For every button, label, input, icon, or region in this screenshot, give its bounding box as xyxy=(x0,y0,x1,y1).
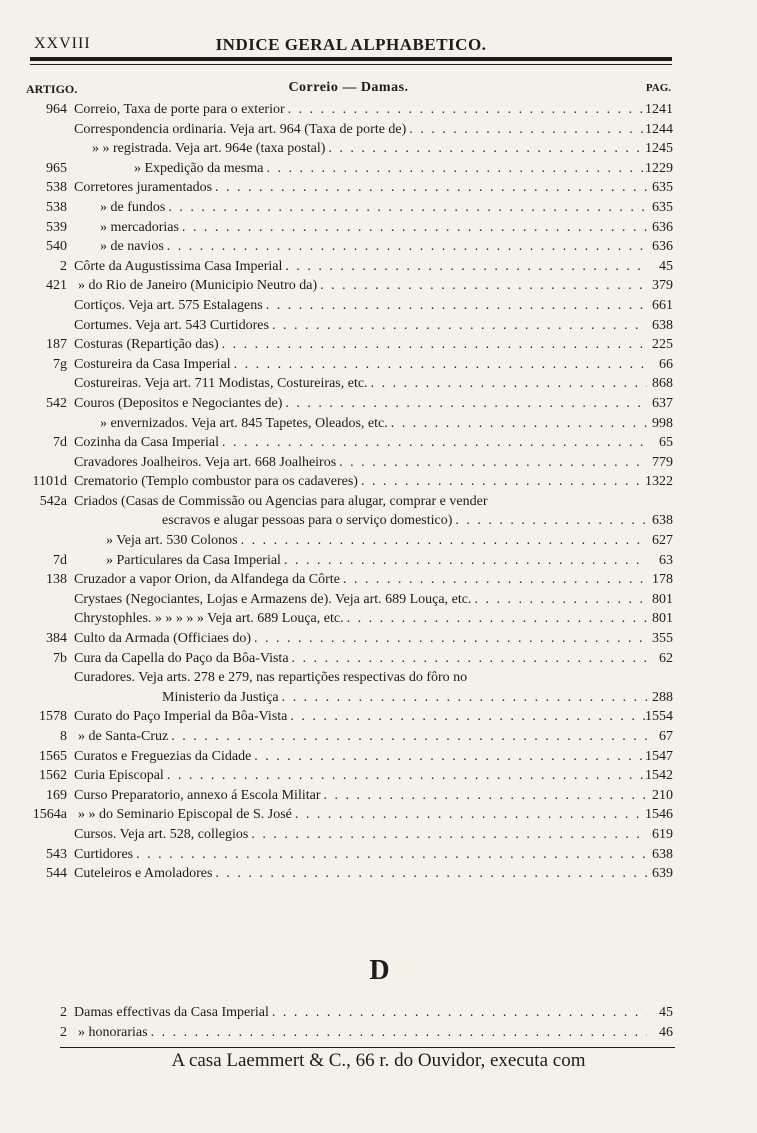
dot-leader xyxy=(292,649,647,668)
entry-page: 1542 xyxy=(645,768,673,784)
entry-article: 1101d xyxy=(32,474,67,490)
entry-body xyxy=(74,707,647,727)
entry-article: 2 xyxy=(60,258,67,274)
entry-page: 661 xyxy=(652,297,673,313)
entry-body xyxy=(74,257,647,277)
entry-article: 964 xyxy=(46,102,67,117)
entry-text-continued: Ministerio da Justiça xyxy=(162,689,279,705)
entry-article: 7d xyxy=(53,552,67,568)
index-entry xyxy=(0,198,757,218)
column-pag: PAG. xyxy=(645,82,671,94)
index-entry xyxy=(0,864,757,884)
entry-text: Curato do Paço Imperial da Bôa-Vista xyxy=(74,709,288,725)
entry-article: 1562 xyxy=(39,768,67,784)
page-title: INDICE GERAL ALPHABETICO. xyxy=(215,35,487,54)
entry-article: 187 xyxy=(46,337,67,353)
entry-text: Curso Preparatorio, annexo á Escola Militar xyxy=(74,787,321,803)
dot-leader xyxy=(455,511,647,530)
index-entry xyxy=(0,629,757,649)
entry-body xyxy=(74,453,647,473)
entry-text: Chrystophles. » » » » » Veja art. 689 Louça, etc. xyxy=(74,611,344,627)
entry-page: 355 xyxy=(652,631,673,647)
index-entry xyxy=(0,257,757,277)
entry-article: 2 xyxy=(60,1024,67,1040)
entry-text: Cura da Capella do Paço da Bôa-Vista xyxy=(74,650,289,666)
column-range: Correio — Damas. xyxy=(288,80,409,95)
section-letter: D xyxy=(369,955,388,986)
entry-text: » de fundos xyxy=(100,199,166,215)
entry-text: Culto da Armada (Officiaes do) xyxy=(74,631,252,647)
dot-leader xyxy=(182,218,647,237)
entry-body xyxy=(74,237,647,257)
dot-leader xyxy=(272,316,647,335)
index-entry xyxy=(0,237,757,257)
index-entry xyxy=(0,531,757,551)
entry-text: » do Rio de Janeiro (Municipio Neutro da) xyxy=(78,278,318,294)
entry-body xyxy=(74,531,647,551)
index-entry xyxy=(0,668,757,707)
entry-article: 538 xyxy=(46,180,67,196)
index-entry xyxy=(0,335,757,355)
index-entry xyxy=(0,707,757,727)
entry-page: 1241 xyxy=(645,102,673,117)
entry-body xyxy=(74,1023,647,1043)
entry-text: Curadores. Veja arts. 278 e 279, nas repartições respectivas do fôro no xyxy=(74,670,468,686)
entry-body xyxy=(74,355,647,375)
index-entry xyxy=(0,845,757,865)
footer-advert: A casa Laemmert & C., 66 r. do Ouvidor, executa com xyxy=(171,1050,586,1071)
entry-text: » envernizados. Veja art. 845 Tapetes, Oleados, etc. xyxy=(100,415,388,431)
dot-leader xyxy=(222,335,647,354)
entry-page: 636 xyxy=(652,239,673,255)
index-entry xyxy=(0,492,757,531)
entry-body xyxy=(74,766,647,786)
entry-article: 1578 xyxy=(39,709,67,725)
index-entries-c xyxy=(0,100,757,884)
entry-page: 210 xyxy=(652,787,673,803)
entry-page: 1244 xyxy=(645,121,673,137)
dot-leader xyxy=(474,590,647,609)
dot-leader xyxy=(328,139,647,158)
index-entry xyxy=(0,727,757,747)
dot-leader xyxy=(285,394,647,413)
entry-page: 638 xyxy=(652,513,673,529)
index-entry xyxy=(0,786,757,806)
dot-leader xyxy=(266,296,647,315)
entry-body xyxy=(74,786,647,806)
entry-body xyxy=(74,845,647,865)
entry-article: 2 xyxy=(60,1005,67,1020)
entry-page: 619 xyxy=(652,826,673,842)
entry-page: 288 xyxy=(652,689,673,705)
entry-page: 1245 xyxy=(645,141,673,157)
entry-body xyxy=(74,727,647,747)
entry-body xyxy=(74,120,647,140)
entry-body xyxy=(74,805,647,825)
entry-text: Curatos e Freguezias da Cidade xyxy=(74,748,252,764)
entry-text: » » do Seminario Episcopal de S. José xyxy=(78,807,292,823)
dot-leader xyxy=(168,198,647,217)
dot-leader xyxy=(167,237,647,256)
index-entry xyxy=(0,825,757,845)
dot-leader xyxy=(282,688,647,707)
index-entry xyxy=(0,766,757,786)
index-entry xyxy=(0,139,757,159)
entry-text: Costuras (Repartição das) xyxy=(74,337,219,353)
page-header xyxy=(30,30,672,54)
entry-body xyxy=(74,414,647,434)
entry-page: 638 xyxy=(652,846,673,862)
entry-article: 965 xyxy=(46,160,67,176)
entry-page: 225 xyxy=(652,337,673,353)
entry-page: 801 xyxy=(652,591,673,607)
entry-text: Couros (Depositos e Negociantes de) xyxy=(74,395,283,411)
entry-text: Costureira da Casa Imperial xyxy=(74,356,231,372)
entry-text: Cuteleiros e Amoladores xyxy=(74,866,213,882)
index-entry xyxy=(0,316,757,336)
dot-leader xyxy=(251,825,647,844)
entry-article: 1564a xyxy=(32,807,67,823)
entry-text: Correspondencia ordinaria. Veja art. 964 (Taxa de porte de) xyxy=(74,121,407,137)
entry-body xyxy=(74,590,647,610)
dot-leader xyxy=(266,159,647,178)
dot-leader xyxy=(285,257,647,276)
entry-page: 638 xyxy=(652,317,673,333)
entry-article: 384 xyxy=(46,631,67,647)
entry-article: 7g xyxy=(53,356,67,372)
dot-leader xyxy=(254,629,647,648)
dot-leader xyxy=(284,551,647,570)
entry-page: 178 xyxy=(652,572,673,588)
entry-article: 421 xyxy=(46,278,67,294)
entry-text: Cravadores Joalheiros. Veja art. 668 Joalheiros xyxy=(74,454,337,470)
entry-text: » Expedição da mesma xyxy=(134,160,264,176)
entry-body xyxy=(74,551,647,571)
entry-text: Cursos. Veja art. 528, collegios xyxy=(74,826,249,842)
dot-leader xyxy=(288,100,647,119)
dot-leader xyxy=(234,355,647,374)
dot-leader xyxy=(167,766,647,785)
entry-page: 45 xyxy=(659,1005,673,1020)
dot-leader xyxy=(371,374,647,393)
index-entry xyxy=(0,414,757,434)
entry-body xyxy=(74,433,647,453)
entry-body xyxy=(74,296,647,316)
entry-page: 63 xyxy=(659,552,673,568)
entry-body xyxy=(74,316,647,336)
entry-page: 1229 xyxy=(645,160,673,176)
dot-leader xyxy=(171,727,647,746)
column-header xyxy=(26,82,671,100)
entry-article: 169 xyxy=(46,787,67,803)
index-entry xyxy=(0,453,757,473)
entry-text: Côrte da Augustissima Casa Imperial xyxy=(74,258,283,274)
entry-article: 7b xyxy=(53,650,67,666)
entry-text: Cozinha da Casa Imperial xyxy=(74,435,220,451)
entry-text: Crematorio (Templo combustor para os cadaveres) xyxy=(74,474,358,490)
entry-text: Costureiras. Veja art. 711 Modistas, Costureiras, etc. xyxy=(74,376,368,392)
entry-body xyxy=(74,374,647,394)
entry-article: 544 xyxy=(46,866,67,882)
entry-article: 7d xyxy=(53,435,67,451)
index-entry xyxy=(0,159,757,179)
entry-page: 636 xyxy=(652,219,673,235)
dot-leader xyxy=(343,570,647,589)
entry-page: 1554 xyxy=(645,709,673,725)
entry-text: » Particulares da Casa Imperial xyxy=(106,552,281,568)
entry-page: 868 xyxy=(652,376,673,392)
entry-body xyxy=(74,472,647,492)
dot-leader xyxy=(409,120,647,139)
index-entry xyxy=(0,276,757,296)
dot-leader xyxy=(295,805,647,824)
entry-body xyxy=(74,492,647,531)
dot-leader xyxy=(290,707,647,726)
entry-text: » mercadorias xyxy=(100,219,179,235)
entry-article: 540 xyxy=(46,239,67,255)
index-entry xyxy=(0,100,757,120)
entry-page: 635 xyxy=(652,180,673,196)
index-entry xyxy=(0,590,757,610)
entry-page: 379 xyxy=(652,278,673,294)
dot-leader xyxy=(323,786,647,805)
entry-text: Correio, Taxa de porte para o exterior xyxy=(74,102,285,117)
entry-page: 1547 xyxy=(645,748,673,764)
index-entry xyxy=(0,1003,757,1023)
dot-leader xyxy=(361,472,647,491)
entry-text: » » registrada. Veja art. 964e (taxa postal) xyxy=(92,141,326,157)
index-entry xyxy=(0,218,757,238)
entry-text-continued: escravos e alugar pessoas para o serviço domestico) xyxy=(162,513,453,529)
index-entry xyxy=(0,120,757,140)
index-entry xyxy=(0,551,757,571)
dot-leader xyxy=(215,178,647,197)
dot-leader xyxy=(241,531,647,550)
index-entry xyxy=(0,374,757,394)
entry-body xyxy=(74,198,647,218)
dot-leader xyxy=(215,864,647,883)
entry-body xyxy=(74,649,647,669)
entry-page: 779 xyxy=(652,454,673,470)
dot-leader xyxy=(254,747,647,766)
entry-page: 67 xyxy=(659,729,673,744)
index-entry xyxy=(0,296,757,316)
entry-body xyxy=(74,629,647,649)
dot-leader xyxy=(272,1003,647,1022)
index-entry xyxy=(0,805,757,825)
entry-page: 65 xyxy=(659,435,673,451)
index-entry xyxy=(0,394,757,414)
entry-body xyxy=(74,335,647,355)
entry-text: Crystaes (Negociantes, Lojas e Armazens de). Veja art. 689 Louça, etc. xyxy=(74,591,472,607)
index-entry xyxy=(0,355,757,375)
entry-text: Curia Episcopal xyxy=(74,768,164,784)
entry-body xyxy=(74,159,647,179)
index-entry xyxy=(0,649,757,669)
entry-article: 543 xyxy=(46,846,67,862)
entry-body xyxy=(74,570,647,590)
entry-page: 627 xyxy=(652,533,673,549)
entry-page: 46 xyxy=(659,1024,673,1040)
entry-body xyxy=(74,139,647,159)
entry-body xyxy=(74,825,647,845)
entry-text: Cortumes. Veja art. 543 Curtidores xyxy=(74,317,269,333)
entry-page: 62 xyxy=(659,650,673,666)
dot-leader xyxy=(320,276,647,295)
header-rule-thick xyxy=(30,57,672,61)
index-entry xyxy=(0,1023,757,1043)
entry-article: 8 xyxy=(60,729,67,744)
entry-text: » de navios xyxy=(100,239,164,255)
entry-page: 639 xyxy=(652,866,673,882)
dot-leader xyxy=(222,433,647,452)
entry-page: 45 xyxy=(659,258,673,274)
entry-body xyxy=(74,1003,647,1023)
entry-text: Damas effectivas da Casa Imperial xyxy=(74,1005,269,1020)
dot-leader xyxy=(391,414,647,433)
entry-article: 539 xyxy=(46,219,67,235)
column-artigo: ARTIGO. xyxy=(26,82,78,96)
entry-article: 538 xyxy=(46,199,67,215)
index-entry xyxy=(0,570,757,590)
entry-page: 66 xyxy=(659,356,673,372)
entry-body xyxy=(74,394,647,414)
index-entry xyxy=(0,472,757,492)
index-entries-d xyxy=(0,1003,757,1042)
entry-body xyxy=(74,864,647,884)
entry-page: 635 xyxy=(652,199,673,215)
entry-body xyxy=(74,218,647,238)
entry-text: Curtidores xyxy=(74,846,134,862)
dot-leader xyxy=(339,453,647,472)
entry-article: 542 xyxy=(46,395,67,411)
entry-page: 637 xyxy=(652,395,673,411)
header-rule-thin xyxy=(30,64,672,65)
index-entry xyxy=(0,433,757,453)
entry-article: 138 xyxy=(46,572,67,588)
dot-leader xyxy=(151,1023,647,1042)
entry-page: 801 xyxy=(652,611,673,627)
entry-text: » honorarias xyxy=(78,1024,148,1040)
entry-body xyxy=(74,609,647,629)
entry-page: 1546 xyxy=(645,807,673,823)
entry-body xyxy=(74,668,647,707)
entry-page: 1322 xyxy=(645,474,673,490)
entry-page: 998 xyxy=(652,415,673,431)
entry-text: » Veja art. 530 Colonos xyxy=(106,533,238,549)
entry-text: Criados (Casas de Commissão ou Agencias para alugar, comprar e vender xyxy=(74,493,488,509)
dot-leader xyxy=(347,609,647,628)
entry-text: Cruzador a vapor Orion, da Alfandega da Côrte xyxy=(74,572,340,588)
entry-body xyxy=(74,747,647,767)
index-entry xyxy=(0,178,757,198)
footer-rule xyxy=(60,1047,675,1048)
entry-text: » de Santa-Cruz xyxy=(78,729,169,744)
dot-leader xyxy=(136,845,647,864)
entry-article: 1565 xyxy=(39,748,67,764)
page-number: XXVIII xyxy=(34,35,91,52)
entry-body xyxy=(74,276,647,296)
entry-text: Cortiços. Veja art. 575 Estalagens xyxy=(74,297,263,313)
entry-text: Corretores juramentados xyxy=(74,180,213,196)
entry-body xyxy=(74,178,647,198)
entry-article: 542a xyxy=(39,493,67,509)
index-entry xyxy=(0,609,757,629)
entry-body xyxy=(74,100,647,120)
index-entry xyxy=(0,747,757,767)
